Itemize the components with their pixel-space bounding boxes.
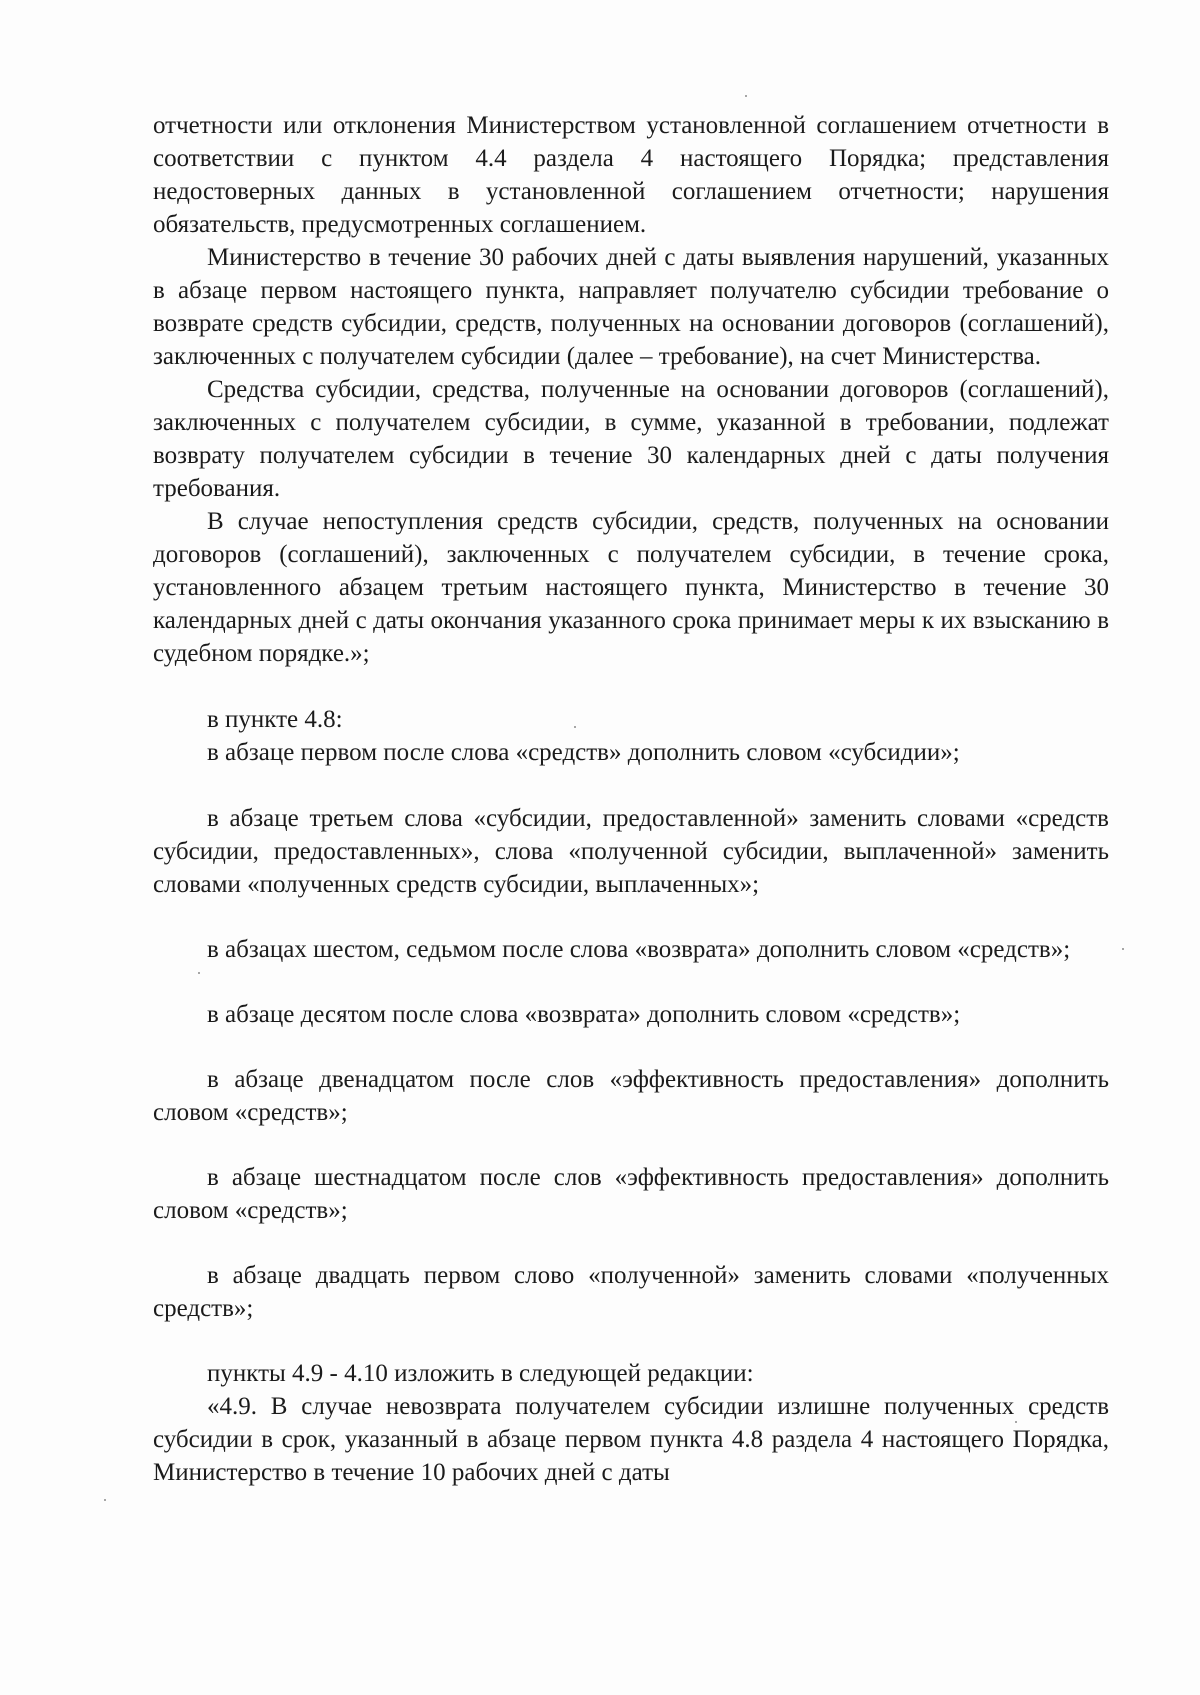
scan-speck bbox=[574, 726, 576, 728]
scan-speck bbox=[1122, 948, 1124, 950]
paragraph-first-abzac: в абзаце первом после слова «средств» дополнить словом «субсидии»; bbox=[207, 739, 960, 766]
paragraph-refund-term: Средства субсидии, средства, полученные на основании договоров (соглашений), заключенных с получателем субсидии, в сумме, указанной в требовании, подлежат возврату получателем субсидии в течение 30 календарных дней с даты получения требования. bbox=[153, 376, 1109, 502]
paragraph-point-4-8: в пункте 4.8: bbox=[207, 706, 343, 733]
paragraph-third-abzac: в абзаце третьем слова «субсидии, предоставленной» заменить словами «средств субсидии, предоставленных», слова «полученной субсидии, выплаченной» заменить словами «полученных средств субсидии, выплаченных»; bbox=[153, 805, 1109, 898]
scan-speck bbox=[198, 972, 200, 974]
paragraph-sixteenth-abzac: в абзаце шестнадцатом после слов «эффективность предоставления» дополнить словом «средств»; bbox=[153, 1164, 1109, 1224]
paragraph-4-9: «4.9. В случае невозврата получателем субсидии излишне полученных средств субсидии в срок, указанный в абзаце первом пункта 4.8 раздела 4 настоящего Порядка, Министерство в течение 10 рабочих дней с даты bbox=[153, 1393, 1109, 1486]
paragraph-court-recovery: В случае непоступления средств субсидии, средств, полученных на основании договоров (соглашений), заключенных с получателем субсидии, в течение срока, установленного абзацем третьим настоящего пункта, Министерство в течение 30 календарных дней с даты окончания указанного срока принимает меры к их взысканию в судебном порядке.»; bbox=[153, 508, 1109, 667]
paragraph-sixth-seventh-abzac: в абзацах шестом, седьмом после слова «возврата» дополнить словом «средств»; bbox=[207, 936, 1071, 963]
scan-speck bbox=[1015, 1421, 1017, 1423]
paragraph-points-4-9-4-10: пункты 4.9 - 4.10 изложить в следующей редакции: bbox=[207, 1360, 754, 1387]
scan-speck bbox=[745, 95, 747, 97]
paragraph-twenty-first-abzac: в абзаце двадцать первом слово «полученной» заменить словами «полученных средств»; bbox=[153, 1262, 1109, 1322]
paragraph-reporting-violations: отчетности или отклонения Министерством установленной соглашением отчетности в соответствии с пунктом 4.4 раздела 4 настоящего Порядка; представления недостоверных данных в установленной соглашением отчетности; нарушения обязательств, предусмотренных соглашением. bbox=[153, 112, 1109, 238]
paragraph-tenth-abzac: в абзаце десятом после слова «возврата» дополнить словом «средств»; bbox=[207, 1001, 961, 1028]
scan-speck bbox=[104, 1499, 106, 1501]
paragraph-ministry-requirement: Министерство в течение 30 рабочих дней с даты выявления нарушений, указанных в абзаце первом настоящего пункта, направляет получателю субсидии требование о возврате средств субсидии, средств, полученных на основании договоров (соглашений), заключенных с получателем субсидии (далее – требование), на счет Министерства. bbox=[153, 244, 1109, 370]
paragraph-twelfth-abzac: в абзаце двенадцатом после слов «эффективность предоставления» дополнить словом «средств»; bbox=[153, 1066, 1109, 1126]
document-body bbox=[153, 109, 1109, 1489]
